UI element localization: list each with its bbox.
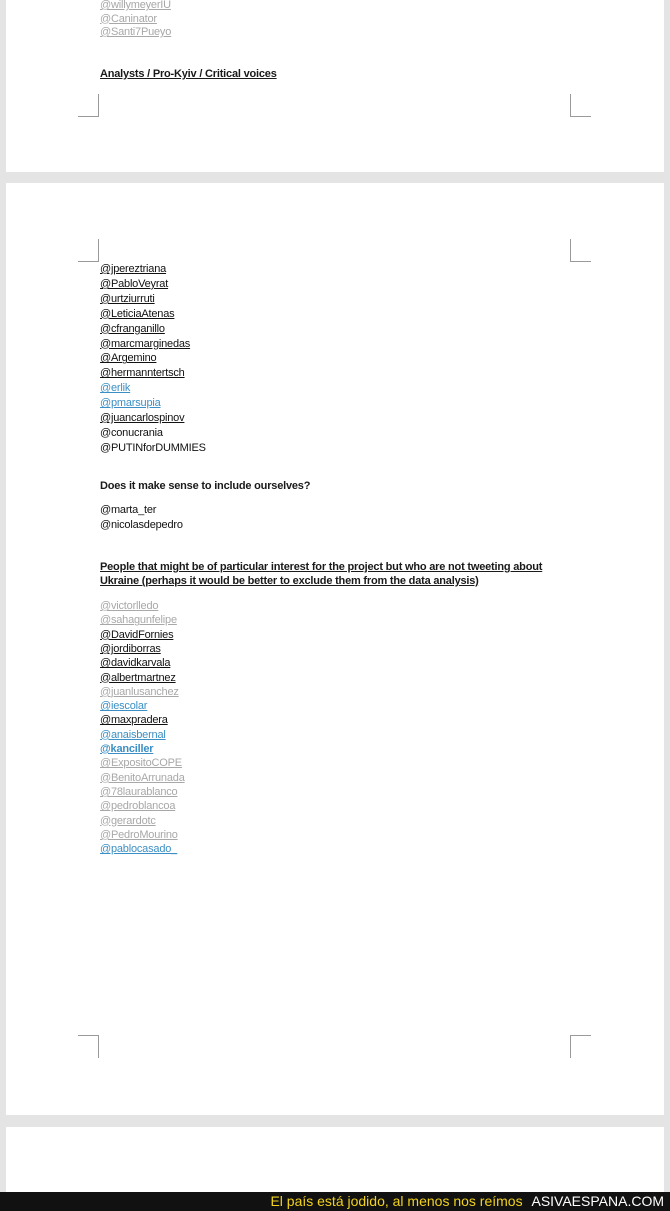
twitter-handle[interactable]: @pablocasado_ bbox=[100, 843, 178, 856]
twitter-handle[interactable]: @marta_ter bbox=[100, 504, 157, 516]
twitter-handle[interactable]: @iescolar bbox=[100, 700, 148, 713]
twitter-handle[interactable]: @Argemino bbox=[100, 352, 157, 365]
twitter-handle[interactable]: @juancarlospinov bbox=[100, 412, 185, 424]
twitter-handle[interactable]: @ExpositoCOPE bbox=[100, 757, 182, 770]
twitter-handle[interactable]: @Santi7Pueyo bbox=[100, 26, 172, 38]
twitter-handle[interactable]: @PUTINforDUMMIES bbox=[100, 441, 206, 454]
caption-text: El país está jodido, al menos nos reímos bbox=[270, 1193, 523, 1209]
twitter-handle[interactable]: @urtziurruti bbox=[100, 292, 155, 305]
twitter-handle[interactable]: @anaisbernal bbox=[100, 728, 166, 741]
page-margin-marker bbox=[78, 94, 99, 117]
twitter-handle[interactable]: @LeticiaAtenas bbox=[100, 307, 175, 320]
document-page-1 bbox=[6, 0, 664, 172]
twitter-handle[interactable]: @victorlledo bbox=[100, 600, 159, 612]
twitter-handle[interactable]: @sahagunfelipe bbox=[100, 614, 177, 627]
twitter-handle[interactable]: @PabloVeyrat bbox=[100, 277, 169, 290]
twitter-handle[interactable]: @cfranganillo bbox=[100, 322, 165, 335]
twitter-handle[interactable]: @pmarsupia bbox=[100, 397, 161, 410]
twitter-handle[interactable]: @gerardotc bbox=[100, 814, 156, 827]
page-margin-marker bbox=[78, 239, 99, 262]
twitter-handle[interactable]: @jpereztriana bbox=[100, 263, 167, 275]
twitter-handle[interactable]: @conucrania bbox=[100, 426, 163, 439]
twitter-handle[interactable]: @jordiborras bbox=[100, 642, 161, 655]
document-page-2 bbox=[6, 183, 664, 1115]
caption-brand: ASIVAESPANA.COM bbox=[531, 1193, 664, 1209]
caption-bar bbox=[0, 1192, 670, 1211]
twitter-handle[interactable]: @pedroblancoa bbox=[100, 800, 176, 813]
twitter-handle[interactable]: @PedroMourino bbox=[100, 828, 178, 841]
page-margin-marker bbox=[570, 94, 591, 117]
twitter-handle[interactable]: @willymeyerIU bbox=[100, 0, 171, 11]
twitter-handle[interactable]: @maxpradera bbox=[100, 714, 168, 727]
twitter-handle[interactable]: @78laurablanco bbox=[100, 785, 178, 798]
twitter-handle[interactable]: @hermanntertsch bbox=[100, 367, 185, 380]
question-text: Does it make sense to include ourselves? bbox=[100, 480, 311, 492]
analysts-heading: Analysts / Pro-Kyiv / Critical voices bbox=[100, 68, 277, 80]
twitter-handle[interactable]: @BenitoArrunada bbox=[100, 771, 185, 784]
page-margin-marker bbox=[78, 1035, 99, 1058]
page-margin-marker bbox=[570, 239, 591, 262]
twitter-handle[interactable]: @marcmarginedas bbox=[100, 337, 191, 350]
page-margin-marker bbox=[570, 1035, 591, 1058]
interest-heading: People that might be of particular interest for the project but who are not tweeting about Ukraine (perhaps it would be better to exclude them from the data analysis) bbox=[100, 561, 543, 587]
twitter-handle[interactable]: @Caninator bbox=[100, 12, 157, 25]
twitter-handle[interactable]: @kanciller bbox=[100, 743, 154, 755]
twitter-handle[interactable]: @davidkarvala bbox=[100, 657, 171, 670]
twitter-handle[interactable]: @albertmartnez bbox=[100, 671, 176, 684]
twitter-handle[interactable]: @erlik bbox=[100, 382, 131, 395]
twitter-handle[interactable]: @juanlusanchez bbox=[100, 685, 179, 698]
twitter-handle[interactable]: @nicolasdepedro bbox=[100, 519, 183, 531]
twitter-handle[interactable]: @DavidFornies bbox=[100, 628, 174, 641]
